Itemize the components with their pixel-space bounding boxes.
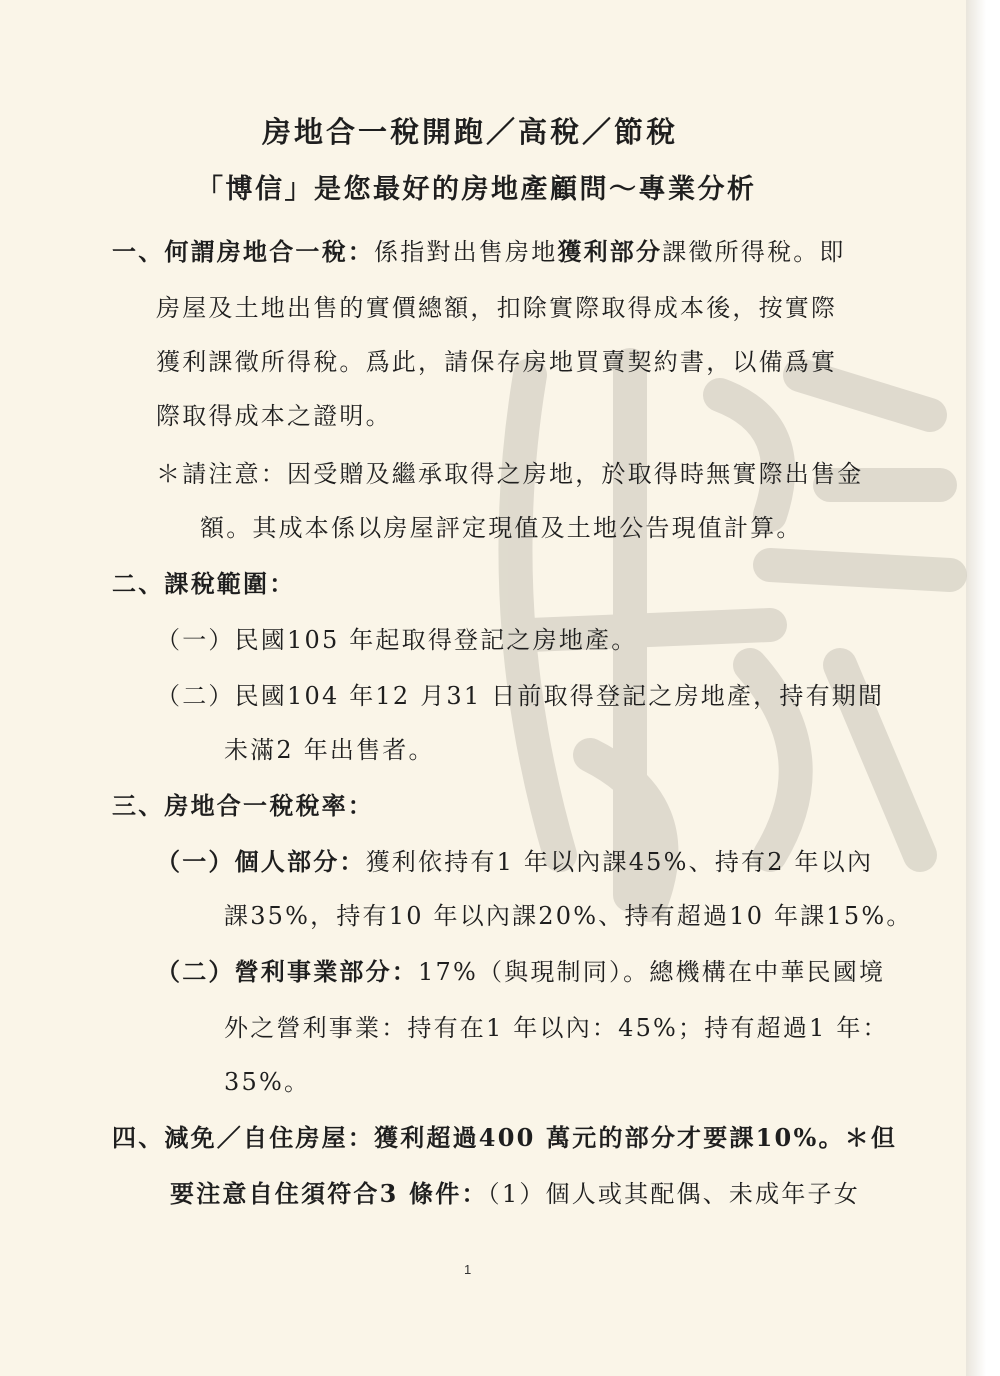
section1-line3: 獲利課徵所得稅。爲此，請保存房地買賣契約書，以備爲實 (156, 348, 838, 376)
section2-heading: 二、課稅範圍： (112, 569, 296, 598)
section3-item1-line2: 課35%，持有10 年以內課20%、持有超過10 年課15%。 (224, 902, 913, 930)
section3-heading: 三、房地合一稅稅率： (112, 791, 374, 820)
section3-item1-line1 (156, 846, 873, 878)
section3-item1-label: （一）個人部分： (156, 847, 366, 876)
section1-line4: 際取得成本之證明。 (156, 402, 392, 430)
section4-conditions-label: 要注意自住須符合3 條件： (170, 1179, 488, 1208)
scan-edge (966, 0, 1000, 1376)
section1-text: 課徵所得稅。即 (662, 238, 846, 266)
section1-line2: 房屋及土地出售的實價總額，扣除實際取得成本後，按實際 (156, 294, 838, 322)
section3-item2-text: 17%（與現制同）。總機構在中華民國境 (418, 958, 886, 986)
section4-condition1: （1）個人或其配偶、未成年子女 (487, 1180, 860, 1208)
section1-line1 (112, 236, 846, 268)
page-number: 1 (464, 1262, 472, 1277)
section4-line2 (170, 1178, 860, 1210)
document-title: 房地合一稅開跑／高稅／節稅 (262, 115, 679, 149)
section1-note-line2: 額。其成本係以房屋評定現值及土地公告現值計算。 (200, 514, 803, 542)
section3-item1-text: 獲利依持有1 年以內課45%、持有2 年以內 (365, 848, 874, 876)
section1-text: 係指對出售房地 (374, 238, 558, 266)
section2-item2-line2: 未滿2 年出售者。 (224, 736, 435, 764)
section4-warning: ＊但 (844, 1123, 898, 1152)
section1-heading: 一、何謂房地合一稅： (112, 237, 374, 266)
section4-line1 (112, 1122, 897, 1154)
section4-text: 獲利超過400 萬元的部分才要課10%。 (374, 1123, 845, 1152)
section2-item1: （一）民國105 年起取得登記之房地產。 (156, 626, 638, 654)
section3-item2-line1 (156, 956, 885, 988)
section2-item2-line1: （二）民國104 年12 月31 日前取得登記之房地產，持有期間 (156, 682, 885, 710)
section1-highlight: 獲利部分 (557, 237, 663, 266)
section1-note-line1: ＊請注意：因受贈及繼承取得之房地，於取得時無實際出售金 (156, 460, 864, 488)
document-subtitle: 「博信」是您最好的房地產顧問～專業分析 (196, 174, 757, 205)
section3-item2-label: （二）營利事業部分： (156, 957, 418, 986)
section3-item2-line3: 35%。 (224, 1068, 311, 1096)
section4-heading: 四、減免／自住房屋： (112, 1123, 374, 1152)
section3-item2-line2: 外之營利事業：持有在1 年以內：45%；持有超過1 年： (224, 1014, 889, 1042)
